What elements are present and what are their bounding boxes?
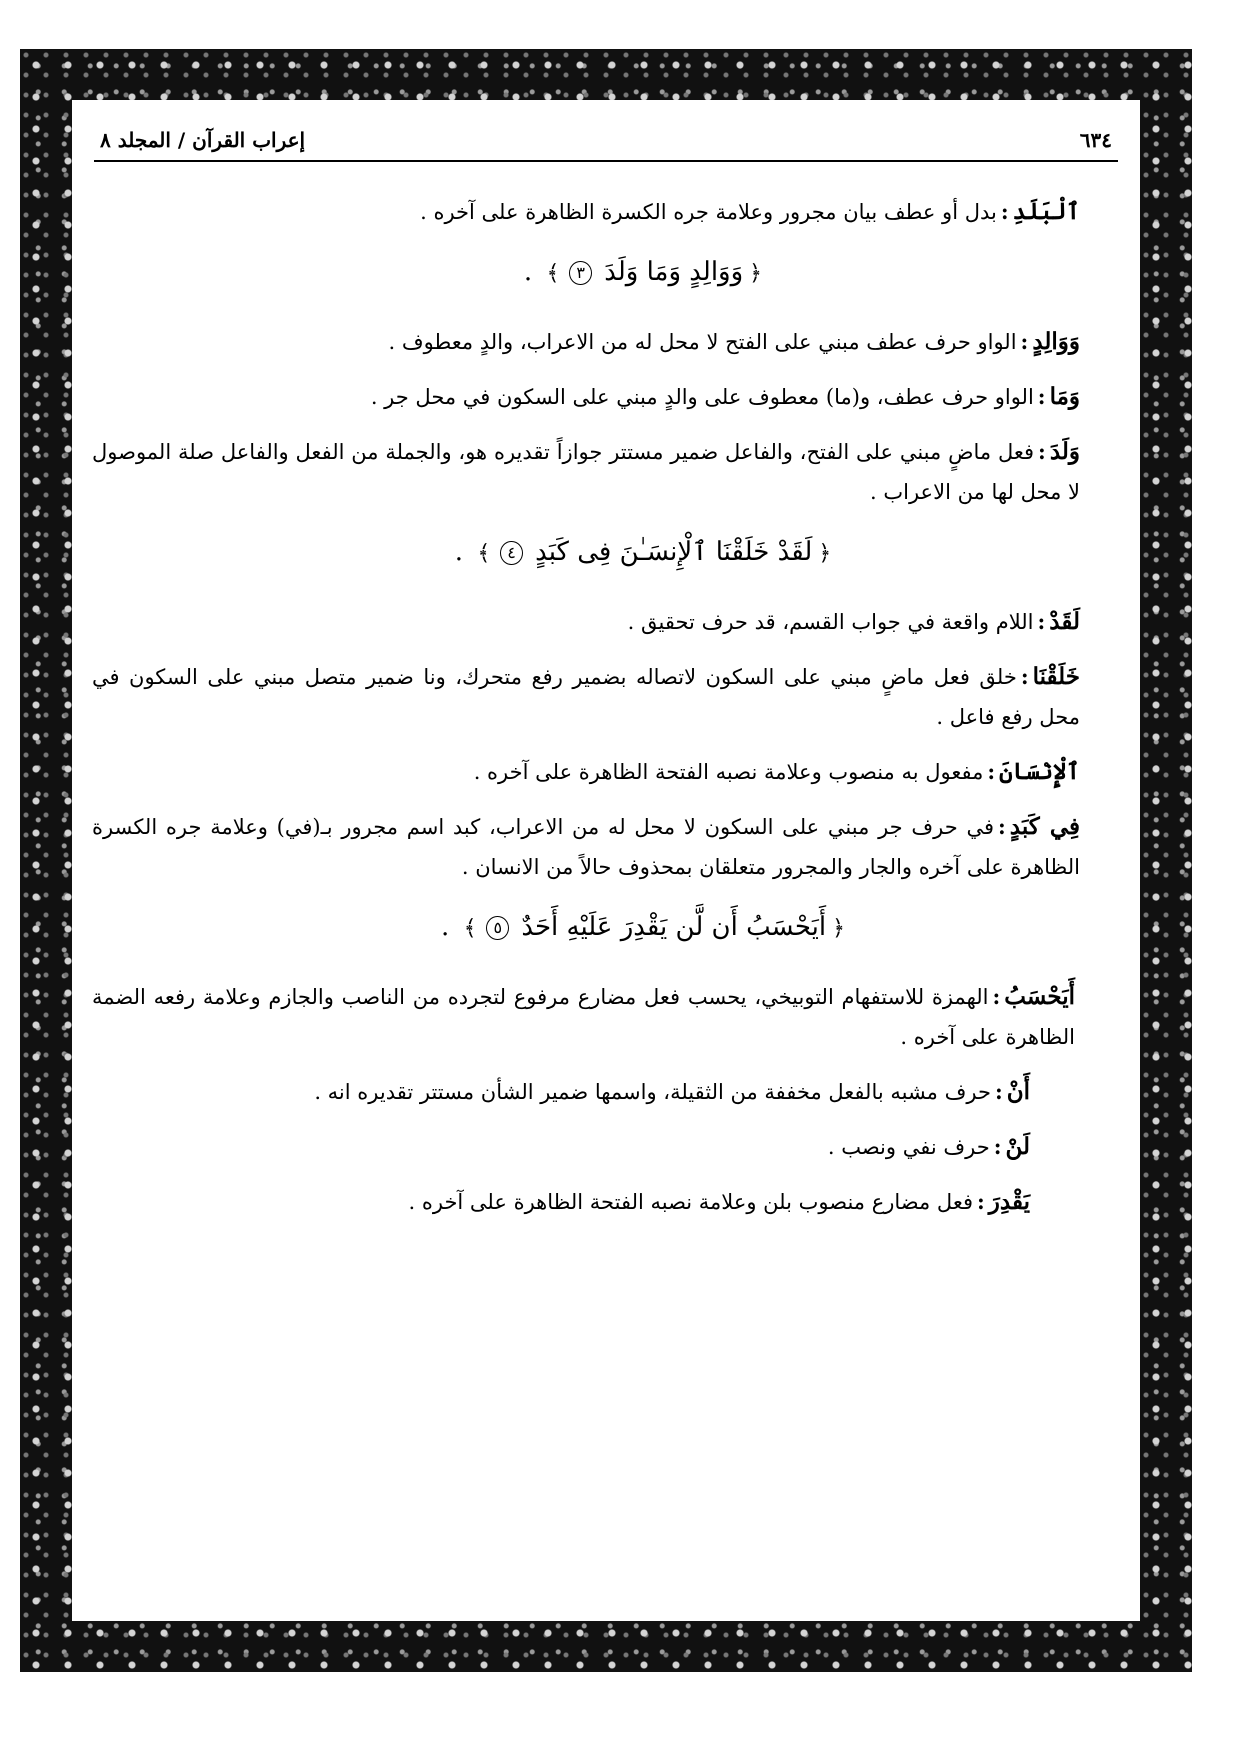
verse-text: لَقَدْ خَلَقْنَا ٱلْإِنسَـٰنَ فِى كَبَدٍ [535,537,813,567]
entry-text: فعل مضارع منصوب بلن وعلامة نصبه الفتحة الظاهرة على آخره . [408,1190,974,1214]
entry-term: أَيَحْسَبُ [1004,983,1075,1010]
verse-close-bracket: ﴾ [477,541,491,566]
entry-term: فِي كَبَدٍ [1009,813,1081,840]
entry-text: بدل أو عطف بيان مجرور وعلامة جره الكسرة الظاهرة على آخره . [420,200,997,224]
entry-albalad: ٱلْبَلَدِ:بدل أو عطف بيان مجرور وعلامة جره الكسرة الظاهرة على آخره . [420,198,1080,225]
verse-end-dot: . [523,257,533,287]
entry-term: لَقَدْ [1049,608,1080,635]
verse-text: أَيَحْسَبُ أَن لَّن يَقْدِرَ عَلَيْهِ أَحَدٌ [521,912,827,942]
entry-walad: وَلَدَ:فعل ماضٍ مبني على الفتح، والفاعل ضمير مستتر جوازاً تقديره هو، والجملة من الفعل والفاعل صلة الموصول لا محل لها من الاعراب . [92,438,1080,504]
verse-end-dot: . [441,912,450,942]
entry-text: خلق فعل ماضٍ مبني على السكون لاتصاله بضمير رفع متحرك، ونا ضمير متصل مبني على السكون في محل رفع فاعل . [92,665,1080,729]
entry-text: الواو حرف عطف، و(ما) معطوف على والدٍ مبني على السكون في محل جر . [370,385,1034,409]
entry-term: أَنْ [1006,1078,1030,1105]
entry-wawalid: وَوَالِدٍ:الواو حرف عطف مبني على الفتح لا محل له من الاعراب، والدٍ معطوف . [388,328,1080,355]
entry-text: حرف نفي ونصب . [827,1135,990,1159]
page-content [92,192,1120,1237]
verse-number: ٥ [486,916,509,940]
entry-term: وَوَالِدٍ [1032,328,1080,355]
entry-term: ٱلْبَلَدِ [1012,198,1080,225]
entry-yaqdira: يَقْدِرَ:فعل مضارع منصوب بلن وعلامة نصبه الفتحة الظاهرة على آخره . [408,1188,1030,1215]
entry-khalaqna: خَلَقْنَا:خلق فعل ماضٍ مبني على السكون لاتصاله بضمير رفع متحرك، ونا ضمير متصل مبني على السكون في محل رفع فاعل . [92,663,1080,729]
entry-text: حرف مشبه بالفعل مخففة من الثقيلة، واسمها ضمير الشأن مستتر تقديره انه . [314,1080,991,1104]
entry-an: أَنْ:حرف مشبه بالفعل مخففة من الثقيلة، واسمها ضمير الشأن مستتر تقديره انه . [314,1078,1030,1105]
entry-wama: وَمَا:الواو حرف عطف، و(ما) معطوف على والدٍ مبني على السكون في محل جر . [370,383,1080,410]
entry-laqad: لَقَدْ:اللام واقعة في جواب القسم، قد حرف تحقيق . [627,608,1080,635]
verse-number: ٤ [500,541,523,565]
verse-number: ٣ [569,261,592,285]
entry-term: وَمَا [1049,383,1080,410]
book-title: إعراب القرآن / المجلد ٨ [100,128,306,152]
verse-text: وَوَالِدٍ وَمَا وَلَدَ [604,257,744,287]
page-header [94,118,1118,162]
entry-term: وَلَدَ [1049,438,1080,465]
page [72,100,1140,1621]
entry-text: الواو حرف عطف مبني على الفتح لا محل له من الاعراب، والدٍ معطوف . [388,330,1017,354]
entry-text: فعل ماضٍ مبني على الفتح، والفاعل ضمير مستتر جوازاً تقديره هو، والجملة من الفعل والفاعل صلة الموصول لا محل لها من الاعراب . [92,440,1080,504]
verse-close-bracket: ﴾ [546,261,560,286]
page-number: ٦٣٤ [1079,128,1112,152]
quran-verse-4 [92,532,1120,574]
entry-text: الهمزة للاستفهام التوبيخي، يحسب فعل مضارع مرفوع لتجرده من الناصب والجازم وعلامة رفعه الضمة الظاهرة على آخره . [92,985,1075,1049]
quran-verse-3 [92,252,1120,294]
entry-lan: لَنْ:حرف نفي ونصب . [827,1133,1030,1160]
entry-ayahsabu: أَيَحْسَبُ:الهمزة للاستفهام التوبيخي، يحسب فعل مضارع مرفوع لتجرده من الناصب والجازم وعلامة رفعه الضمة الظاهرة على آخره . [92,983,1075,1049]
verse-close-bracket: ﴾ [463,916,477,941]
verse-open-bracket: ﴿ [818,541,832,566]
entry-term: يَقْدِرَ [988,1188,1030,1215]
entry-text: اللام واقعة في جواب القسم، قد حرف تحقيق . [627,610,1034,634]
entry-term: لَنْ [1005,1133,1030,1160]
entry-fi-kabad: فِي كَبَدٍ:في حرف جر مبني على السكون لا محل له من الاعراب، كبد اسم مجرور بـ(في) وعلامة جره الكسرة الظاهرة على آخره والجار والمجرور متعلقان بمحذوف حالاً من الانسان . [92,813,1081,879]
entry-text: في حرف جر مبني على السكون لا محل له من الاعراب، كبد اسم مجرور بـ(في) وعلامة جره الكسرة الظاهرة على آخره والجار والمجرور متعلقان بمحذوف حالاً من الانسان . [92,815,1080,879]
entry-term: خَلَقْنَا [1032,663,1080,690]
quran-verse-5 [92,907,1120,949]
verse-open-bracket: ﴿ [749,261,763,286]
entry-alinsan: ٱلْإِنْسَانَ:مفعول به منصوب وعلامة نصبه الفتحة الظاهرة على آخره . [473,758,1080,785]
entry-term: ٱلْإِنْسَانَ [999,758,1080,785]
verse-end-dot: . [454,537,464,567]
verse-open-bracket: ﴿ [832,916,845,941]
entry-text: مفعول به منصوب وعلامة نصبه الفتحة الظاهرة على آخره . [473,760,984,784]
